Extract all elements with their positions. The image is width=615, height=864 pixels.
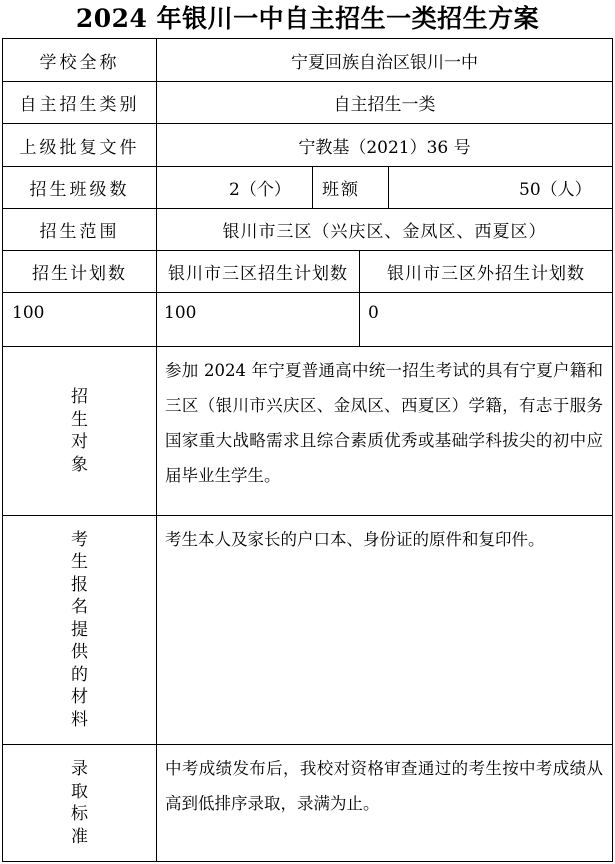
admission-label-char: 取 — [71, 781, 88, 802]
plan-header-total: 招生计划数 — [2, 250, 157, 293]
approval-value: 宁教基（2021）36 号 — [156, 123, 613, 167]
target-label-char: 生 — [71, 409, 88, 430]
plan-value-inside: 100 — [156, 292, 360, 347]
class-size-label-cell — [312, 166, 389, 209]
classes-label: 招生班级数 — [2, 166, 157, 209]
category-value: 自主招生一类 — [156, 81, 613, 124]
materials-label-char: 的 — [71, 664, 88, 685]
materials-label-char: 名 — [71, 597, 88, 618]
materials-label-char: 生 — [71, 552, 88, 573]
plan-header-outside: 银川市三区外招生计划数 — [359, 250, 613, 293]
materials-label-char: 材 — [71, 687, 88, 708]
scope-label: 招生范围 — [2, 208, 157, 251]
materials-label-char: 提 — [71, 619, 88, 640]
scope-value: 银川市三区（兴庆区、金凤区、西夏区） — [156, 208, 613, 251]
classes-value-cell — [156, 166, 313, 209]
target-label-char: 招 — [71, 387, 88, 407]
plan-value-total: 100 — [2, 292, 157, 347]
materials-label — [2, 515, 157, 745]
materials-label-char: 料 — [71, 709, 88, 730]
materials-label-char: 报 — [71, 574, 88, 595]
school-name-label: 学校全称 — [2, 38, 157, 82]
admission-label-char: 标 — [71, 804, 88, 824]
class-size-value: 50（人） — [519, 180, 592, 200]
category-label: 自主招生类别 — [2, 81, 157, 124]
plan-header-inside: 银川市三区招生计划数 — [156, 250, 360, 293]
class-size-value-cell — [388, 166, 613, 209]
materials-label-char: 考 — [71, 529, 88, 550]
admission-text: 中考成绩发布后，我校对资格审查通过的考生按中考成绩从高到低排序录取，录满为止。 — [156, 744, 613, 862]
approval-label: 上级批复文件 — [2, 123, 157, 167]
materials-label-char: 供 — [71, 642, 88, 663]
target-label-char: 象 — [71, 454, 88, 475]
school-name-value: 宁夏回族自治区银川一中 — [156, 38, 613, 82]
target-label-char: 对 — [71, 432, 88, 452]
page-title: 2024 年银川一中自主招生一类招生方案 — [75, 4, 540, 33]
target-text: 参加 2024 年宁夏普通高中统一招生考试的具有宁夏户籍和三区（银川市兴庆区、金凤区、西夏区）学籍，有志于服务国家重大战略需求且综合素质优秀或基础学科拔尖的初中应届毕业生学生。 — [156, 346, 613, 516]
materials-text: 考生本人及家长的户口本、身份证的原件和复印件。 — [156, 515, 613, 745]
admission-label-char: 准 — [71, 826, 88, 847]
plan-value-outside: 0 — [359, 292, 613, 347]
admission-label-char: 录 — [71, 759, 88, 779]
classes-value: 2（个） — [229, 180, 291, 200]
class-size-label: 班额 — [322, 180, 360, 200]
target-label — [2, 346, 157, 516]
admission-label — [2, 744, 157, 862]
